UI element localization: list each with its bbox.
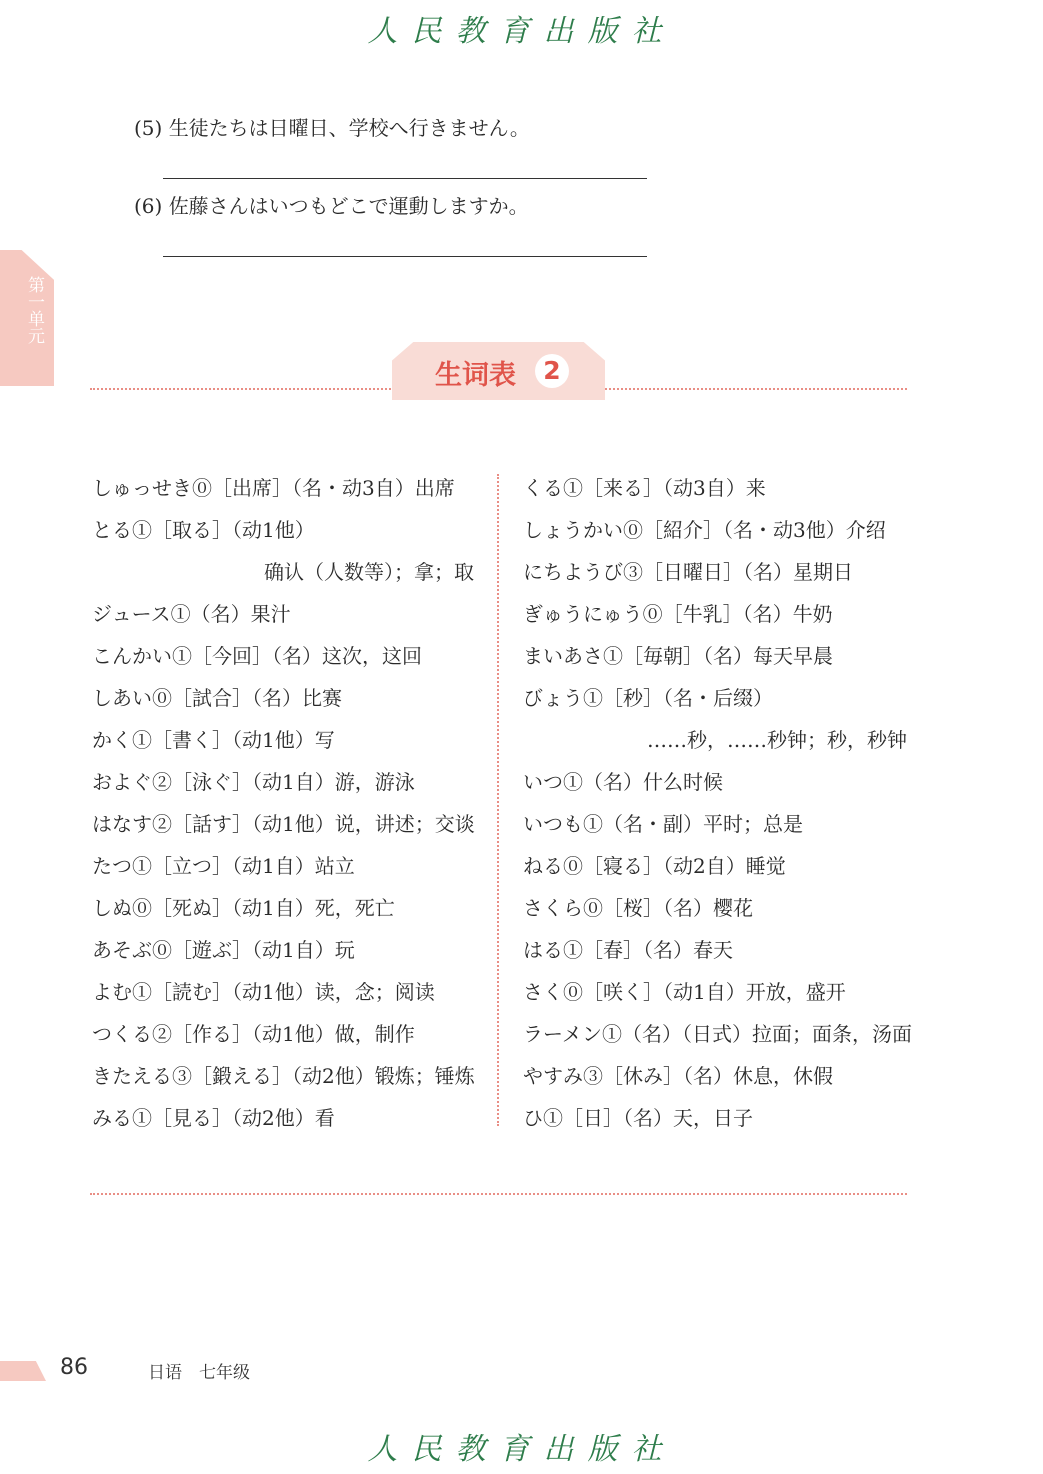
section-bottom-divider <box>90 1193 907 1195</box>
vocab-left-6: かく①［書く］（动1他）写 <box>92 728 335 752</box>
answer-line-5[interactable] <box>163 178 647 179</box>
vocab-right-5: まいあさ①［毎朝］（名）每天早晨 <box>523 644 833 668</box>
vocab-right-8: いつも①（名・副）平时；总是 <box>523 812 803 836</box>
vocab-left-15: みる①［見る］（动2他）看 <box>92 1106 335 1130</box>
vocab-left-2: とる①［取る］（动1他） <box>92 518 315 542</box>
vocab-right-2: しょうかい⓪［紹介］（名・动3他）介绍 <box>523 518 886 542</box>
vocab-left-12: よむ①［読む］（动1他）读，念；阅读 <box>92 980 435 1004</box>
section-number-badge: 2 <box>535 354 569 388</box>
answer-line-6[interactable] <box>163 256 647 257</box>
vocab-left-5: しあい⓪［試合］（名）比赛 <box>92 686 342 710</box>
column-divider <box>497 474 499 1126</box>
vocab-left-1: しゅっせき⓪［出席］（名・动3自）出席 <box>92 476 455 500</box>
vocab-right-1: くる①［来る］（动3自）来 <box>523 476 766 500</box>
unit-side-tab-label: 第一单元 <box>24 276 44 344</box>
vocab-right-12: さく⓪［咲く］（动1自）开放，盛开 <box>523 980 846 1004</box>
vocab-left-11: あそぶ⓪［遊ぶ］（动1自）玩 <box>92 938 355 962</box>
vocab-left-13: つくる②［作る］（动1他）做，制作 <box>92 1022 415 1046</box>
exercise-5: (5) 生徒たちは日曜日、学校へ行きません。 <box>134 116 530 140</box>
vocab-right-9: ねる⓪［寝る］（动2自）睡觉 <box>523 854 786 878</box>
vocab-left-2-continued: 确认（人数等）；拿；取 <box>264 560 474 584</box>
vocab-right-15: ひ①［日］（名）天，日子 <box>523 1106 753 1130</box>
exercise-6: (6) 佐藤さんはいつもどこで運動しますか。 <box>134 194 529 218</box>
vocab-right-6: びょう①［秒］（名・后缀） <box>523 686 773 710</box>
vocab-right-4: ぎゅうにゅう⓪［牛乳］（名）牛奶 <box>523 602 833 626</box>
vocab-left-14: きたえる③［鍛える］（动2他）锻炼；锤炼 <box>92 1064 475 1088</box>
vocab-right-10: さくら⓪［桜］（名）樱花 <box>523 896 753 920</box>
publisher-logo-top: 人民教育出版社 <box>367 14 676 49</box>
vocab-right-7: いつ①（名）什么时候 <box>523 770 723 794</box>
vocab-left-7: およぐ②［泳ぐ］（动1自）游，游泳 <box>92 770 415 794</box>
vocab-left-9: たつ①［立つ］（动1自）站立 <box>92 854 355 878</box>
vocab-left-4: こんかい①［今回］（名）这次，这回 <box>92 644 422 668</box>
vocab-right-14: やすみ③［休み］（名）休息，休假 <box>523 1064 833 1088</box>
footer-book-title: 日语 七年级 <box>148 1363 250 1383</box>
vocab-right-3: にちようび③［日曜日］（名）星期日 <box>523 560 853 584</box>
section-title: 生词表 <box>435 360 516 391</box>
vocab-right-6-continued: ……秒，……秒钟；秒，秒钟 <box>647 728 907 752</box>
vocab-left-3: ジュース①（名）果汁 <box>92 602 291 626</box>
vocab-left-8: はなす②［話す］（动1他）说，讲述；交谈 <box>92 812 475 836</box>
publisher-logo-bottom: 人民教育出版社 <box>367 1432 676 1467</box>
page-number: 86 <box>60 1355 88 1380</box>
vocab-right-13: ラーメン①（名）（日式）拉面；面条，汤面 <box>523 1022 912 1046</box>
vocab-right-11: はる①［春］（名）春天 <box>523 938 733 962</box>
vocab-left-10: しぬ⓪［死ぬ］（动1自）死，死亡 <box>92 896 395 920</box>
page-number-marker <box>0 1361 46 1381</box>
